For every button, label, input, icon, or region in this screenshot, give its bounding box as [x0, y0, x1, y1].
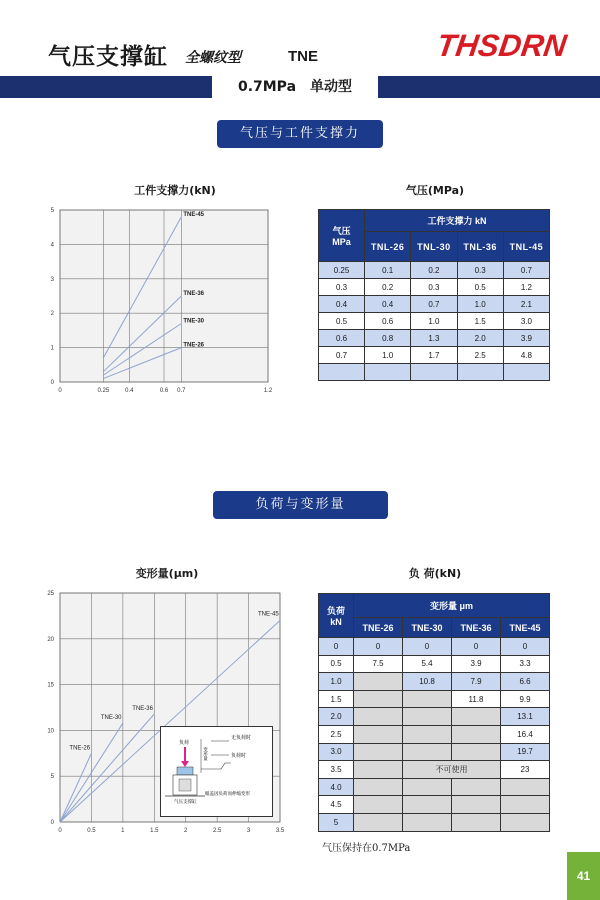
inset-cylinder-core [179, 779, 191, 791]
series-label: TNE-30 [183, 318, 205, 325]
table-row [319, 743, 550, 761]
table-row [319, 708, 550, 726]
table-cell [452, 796, 501, 814]
table-cell: 0.1 [365, 262, 411, 279]
table-cell [354, 708, 403, 726]
table-cell: 3.9 [503, 330, 549, 347]
y-tick-label: 0 [50, 380, 54, 386]
table-row [319, 725, 550, 743]
table-cell: 2.1 [503, 296, 549, 313]
table-cell [319, 364, 365, 381]
table-row [319, 313, 550, 330]
table-cell: 7.5 [354, 655, 403, 673]
table-cell [354, 743, 403, 761]
series-label: TNE-26 [69, 745, 91, 752]
table-row [319, 262, 550, 279]
x-tick-label: 3 [246, 828, 251, 834]
table-cell: 3.9 [452, 655, 501, 673]
y-tick-label: 15 [47, 682, 54, 689]
table-row [319, 279, 550, 296]
table2-col-header: TNE-45 [501, 618, 550, 638]
table-cell [501, 778, 550, 796]
brand-logo: THSDRN [434, 28, 569, 63]
load-diagram [161, 727, 274, 818]
table-cell: 11.8 [452, 690, 501, 708]
x-tick-label: 1.2 [263, 388, 273, 394]
header-bar [0, 76, 600, 98]
table-cell: 1.5 [319, 690, 354, 708]
inset-caption: 幅盖因负荷而伸缩变形 [205, 792, 250, 797]
table-cell: 2.0 [457, 330, 503, 347]
table-row [319, 690, 550, 708]
inset-no-load: 无负荷时 [231, 735, 252, 741]
y-tick-label: 0 [50, 820, 54, 826]
table-cell: 19.7 [501, 743, 550, 761]
deform-step [201, 763, 231, 769]
table-cell: 1.0 [411, 313, 457, 330]
series-label: TNE-36 [132, 705, 153, 712]
table-cell: 1.3 [411, 330, 457, 347]
table-cell: 0 [501, 638, 550, 656]
table-cell [452, 778, 501, 796]
table-cell [503, 364, 549, 381]
table-cell: 1.0 [457, 296, 503, 313]
table-cell [403, 796, 452, 814]
table-cell: 0.6 [319, 330, 365, 347]
table-cell: 0.4 [319, 296, 365, 313]
table-cell [452, 813, 501, 831]
load-arrow-head [181, 761, 189, 767]
table-cell: 0.7 [411, 296, 457, 313]
table-row [319, 296, 550, 313]
table-cell: 0.7 [503, 262, 549, 279]
table-cell [411, 364, 457, 381]
table-cell [403, 708, 452, 726]
table-row [319, 813, 550, 831]
section-heading-load-deformation: 负荷与变形量 [213, 491, 388, 519]
table-cell: 0 [452, 638, 501, 656]
table-row [319, 778, 550, 796]
table-cell: 4.8 [503, 347, 549, 364]
series-label: TNE-45 [258, 611, 279, 618]
table-cell: 0.5 [319, 313, 365, 330]
series-label: TNE-30 [100, 715, 122, 722]
table-cell [501, 796, 550, 814]
table-cell [452, 708, 501, 726]
table1-col-header: TNL-30 [411, 232, 457, 262]
y-tick-label: 1 [50, 345, 54, 352]
table-cell: 0.5 [457, 279, 503, 296]
page-subtitle: 全螺纹型 [185, 50, 241, 66]
y-tick-label: 5 [50, 208, 54, 214]
table-cell: 0.3 [457, 262, 503, 279]
y-tick-label: 3 [50, 276, 54, 283]
table-cell: 0.6 [365, 313, 411, 330]
x-tick-label: 0.7 [177, 388, 186, 394]
table-cell: 1.0 [319, 673, 354, 691]
table-cell: 23 [501, 761, 550, 779]
inset-piston [177, 767, 193, 775]
x-tick-label: 0 [58, 828, 62, 834]
inset-load-label: 负荷 [179, 740, 190, 746]
table-cell [354, 690, 403, 708]
pressure-note: 气压保持在0.7MPa [322, 843, 411, 854]
table-cell: 0.2 [411, 262, 457, 279]
table-row [319, 655, 550, 673]
table-cell: 1.5 [457, 313, 503, 330]
table1-corner-header: 气压 MPa [319, 210, 365, 262]
inset-deform-label: 变形量 [202, 747, 208, 761]
table-row [319, 330, 550, 347]
table-cell [354, 725, 403, 743]
table-cell [452, 725, 501, 743]
table-cell: 2.5 [457, 347, 503, 364]
table-cell [403, 690, 452, 708]
support-force-table [318, 209, 550, 381]
table-cell: 10.8 [403, 673, 452, 691]
table-cell: 2.0 [319, 708, 354, 726]
load-diagram-inset [160, 726, 273, 817]
y-tick-label: 4 [50, 242, 54, 249]
support-force-chart [40, 200, 280, 400]
x-tick-label: 2.5 [212, 828, 222, 834]
table-cell: 3.3 [501, 655, 550, 673]
table-cell: 0.7 [319, 347, 365, 364]
chart2-title: 变形量(μm) [135, 567, 199, 580]
table-cell: 3.0 [319, 743, 354, 761]
table-cell: 0.3 [319, 279, 365, 296]
table-cell [354, 761, 403, 779]
table-cell [403, 778, 452, 796]
y-tick-label: 20 [47, 636, 54, 643]
table-cell: 1.7 [411, 347, 457, 364]
table-cell: 1.0 [365, 347, 411, 364]
x-tick-label: 0 [58, 388, 62, 394]
table2-col-header: TNE-30 [403, 618, 452, 638]
table1-col-header: TNL-26 [365, 232, 411, 262]
table-cell: 5 [319, 813, 354, 831]
table-cell: 7.9 [452, 673, 501, 691]
section-heading-pressure-force: 气压与工件支撑力 [217, 120, 383, 148]
table-row [319, 796, 550, 814]
table-cell: 9.9 [501, 690, 550, 708]
table-row [319, 347, 550, 364]
series-label: TNE-26 [183, 342, 205, 349]
table-cell: 6.6 [501, 673, 550, 691]
table2-group-header: 变形量 μm [354, 594, 550, 618]
table-cell: 0.25 [319, 262, 365, 279]
table-cell: 4.0 [319, 778, 354, 796]
table-cell: 2.5 [319, 725, 354, 743]
x-tick-label: 0.6 [159, 388, 169, 394]
table2-title: 负 荷(kN) [408, 567, 462, 580]
table-cell: 0 [319, 638, 354, 656]
table-cell [403, 813, 452, 831]
table2-col-header: TNE-26 [354, 618, 403, 638]
table1-group-header: 工件支撑力 kN [365, 210, 550, 232]
table-cell [452, 743, 501, 761]
table-cell: 13.1 [501, 708, 550, 726]
table-cell: 0.8 [365, 330, 411, 347]
table-cell [354, 796, 403, 814]
table-row-blank [319, 364, 550, 381]
table-cell [403, 725, 452, 743]
table1-col-header: TNL-45 [503, 232, 549, 262]
table-cell: 0.2 [365, 279, 411, 296]
x-tick-label: 2 [184, 828, 188, 834]
table-row [319, 638, 550, 656]
y-tick-label: 25 [47, 591, 54, 597]
chart1-title: 工件支撑力(kN) [134, 184, 216, 197]
table-cell: 3.5 [319, 761, 354, 779]
table-cell: 5.4 [403, 655, 452, 673]
series-label: TNE-45 [183, 211, 205, 218]
pressure-mode-label: 0.7MPa 单动型 [210, 76, 380, 98]
table-cell [365, 364, 411, 381]
not-usable-cell: 不可使用 [403, 761, 501, 779]
page-number: 41 [567, 852, 600, 900]
table-cell: 0.3 [411, 279, 457, 296]
x-tick-label: 0.4 [125, 388, 134, 394]
table2-corner-header: 负荷 kN [319, 594, 354, 638]
table-row [319, 761, 550, 779]
table-cell [354, 813, 403, 831]
page-title: 气压支撑缸 [48, 44, 168, 70]
deformation-table [318, 593, 550, 832]
table-cell: 4.5 [319, 796, 354, 814]
table-cell: 0.4 [365, 296, 411, 313]
x-tick-label: 0.25 [97, 388, 110, 394]
y-tick-label: 5 [50, 774, 54, 781]
table-cell: 0 [403, 638, 452, 656]
x-tick-label: 3.5 [275, 828, 285, 834]
x-tick-label: 1 [121, 828, 125, 834]
x-tick-label: 0.5 [87, 828, 96, 834]
table-cell [354, 673, 403, 691]
series-label: TNE-36 [183, 291, 205, 297]
x-tick-label: 1.5 [150, 828, 159, 834]
table-cell: 1.2 [503, 279, 549, 296]
y-tick-label: 2 [50, 311, 54, 318]
model-code: TNE [288, 48, 318, 65]
table1-col-header: TNL-36 [457, 232, 503, 262]
table2-col-header: TNE-36 [452, 618, 501, 638]
table-cell [403, 743, 452, 761]
inset-part-label: 气压支撑缸 [174, 800, 197, 805]
y-tick-label: 10 [47, 728, 54, 735]
table-cell [501, 813, 550, 831]
table-cell: 16.4 [501, 725, 550, 743]
table-cell: 3.0 [503, 313, 549, 330]
table-cell [457, 364, 503, 381]
table1-title: 气压(MPa) [405, 184, 465, 197]
table-row [319, 673, 550, 691]
table-cell: 0.5 [319, 655, 354, 673]
inset-with-load: 负荷时 [231, 753, 247, 759]
table-cell [354, 778, 403, 796]
table-cell: 0 [354, 638, 403, 656]
